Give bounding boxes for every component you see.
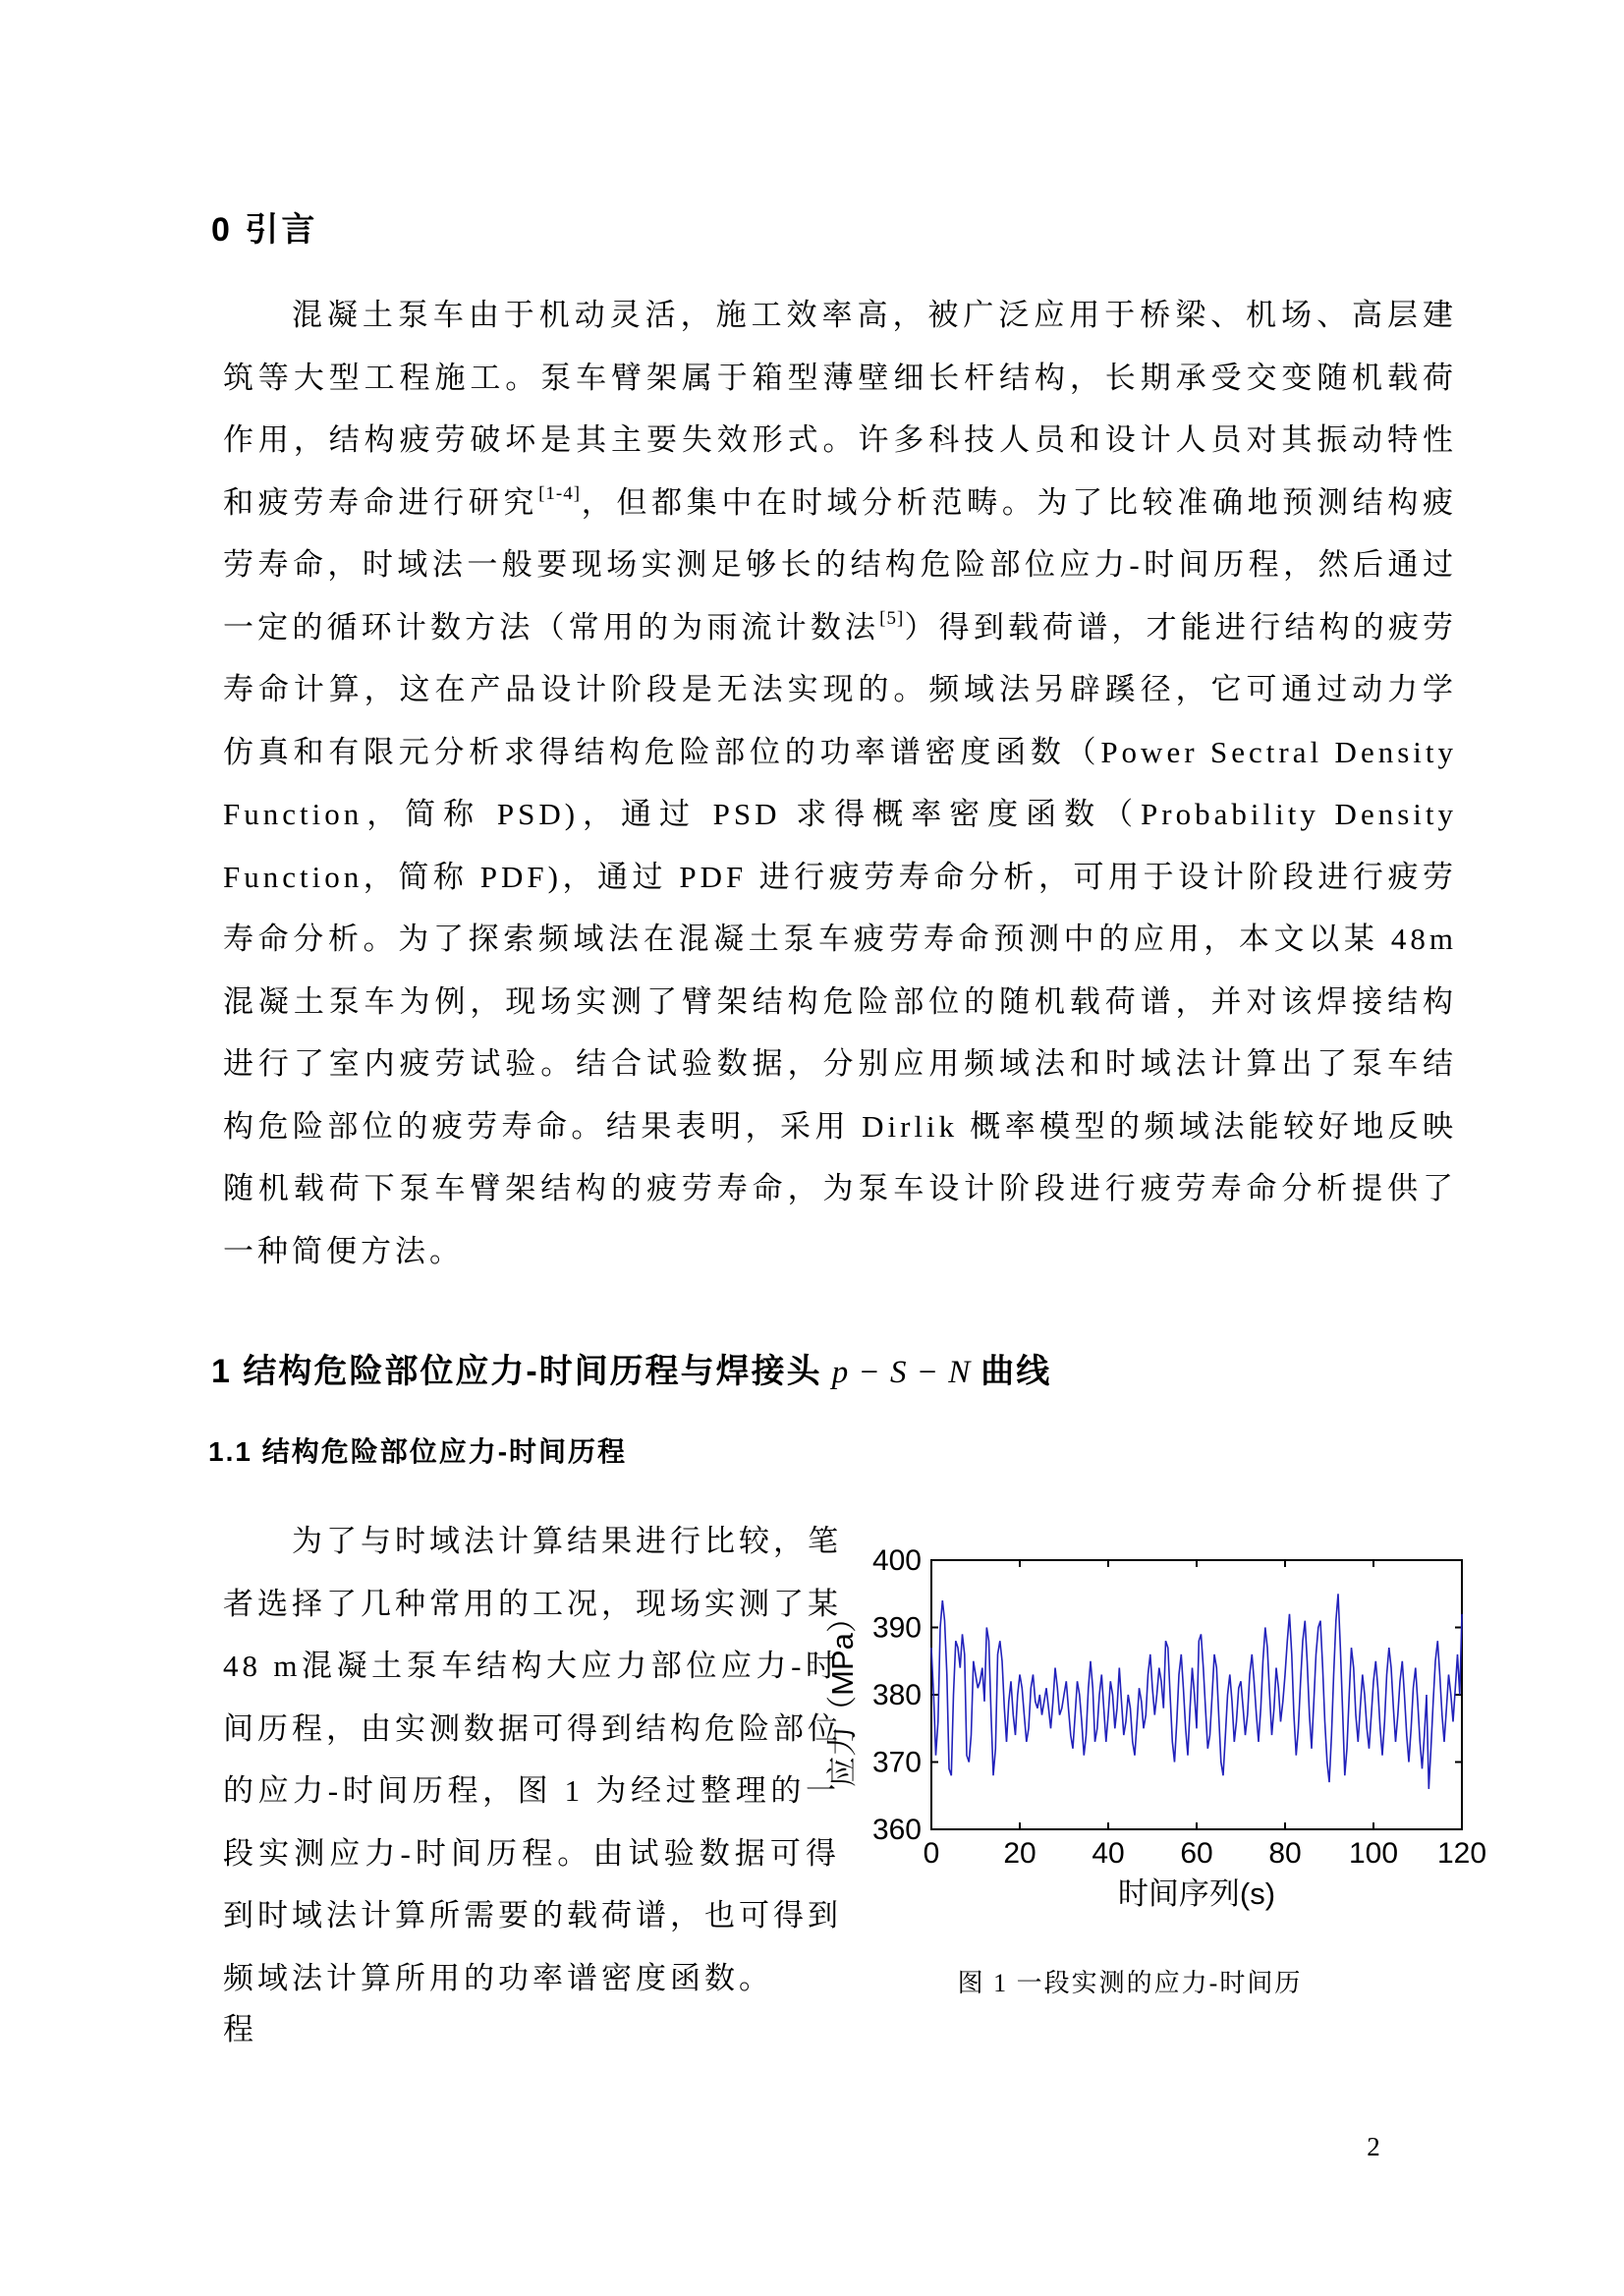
section-1-heading-tail: 曲线 (980, 1353, 1052, 1390)
left-column-line: 为了与时域法计算结果进行比较，笔 (292, 1524, 842, 1558)
left-column-line: 的应力-时间历程，图 1 为经过整理的一 (223, 1773, 840, 1808)
svg-text:390: 390 (871, 1611, 922, 1645)
svg-text:80: 80 (1268, 1837, 1302, 1870)
svg-text:应力（MPa）: 应力（MPa） (825, 1602, 860, 1787)
intro-text-3: ）得到载荷谱，才能进行结构的疲劳寿命计算，这在产品设计阶段是无法实现的。频域法另辟蹊径，它可通过动力学仿真和有限元分析求得结构危险部位的功率谱密度函数（Power Sectral Density Function，简称 PSD)，通过 PSD 求得概率密度函数（Probability Density Function，简称 PDF)，通过 PDF 进行疲劳寿命分析，可用于设计阶段进行疲劳寿命分析。为了探索频域法在混凝土泵车疲劳寿命预测中的应用，本文以某 48m 混凝土泵车为例，现场实测了臂架结构危险部位的随机载荷谱，并对该焊接结构进行了室内疲劳试验。结合试验数据，分别应用频域法和时域法计算出了泵车结构危险部位的疲劳寿命。结果表明，采用 Dirlik 概率模型的频域法能较好地反映随机载荷下泵车臂架结构的疲劳寿命，为泵车设计阶段进行疲劳寿命分析提供了一种简便方法。 (223, 609, 1457, 1268)
section-1-heading-text: 1 结构危险部位应力-时间历程与焊接头 (211, 1353, 822, 1390)
svg-text:60: 60 (1180, 1837, 1213, 1870)
svg-text:360: 360 (871, 1814, 922, 1846)
intro-text-2: ，但都集中在时域分析范畴。为了比较准确地预测结构疲劳寿命，时域法一般要现场实测足够长的结构危险部位应力-时间历程，然后通过一定的循环计数方法（常用的为雨流计数法 (223, 484, 1457, 644)
left-column-line: 者选择了几种常用的工况，现场实测了某 (223, 1586, 842, 1621)
svg-text:370: 370 (871, 1746, 922, 1779)
intro-paragraph (223, 284, 1457, 1282)
citation-5: [5] (879, 607, 905, 629)
svg-text:400: 400 (871, 1544, 922, 1577)
intro-text-1: 混凝土泵车由于机动灵活，施工效率高，被广泛应用于桥梁、机场、高层建筑等大型工程施工。泵车臂架属于箱型薄壁细长杆结构，长期承受交变随机载荷作用，结构疲劳破坏是其主要失效形式。许多科技人员和设计人员对其振动特性和疲劳寿命进行研究 (223, 298, 1457, 520)
page-number: 2 (1367, 2132, 1380, 2161)
section-0-heading: 0 引言 (211, 211, 318, 249)
figure-left-text-column (223, 1510, 840, 2009)
psn-curve-math: p − S − N (831, 1355, 972, 1390)
stress-time-chart (815, 1518, 1503, 1916)
section-1-1-heading: 1.1 结构危险部位应力-时间历程 (208, 1436, 628, 1467)
svg-text:40: 40 (1092, 1837, 1125, 1870)
figure-1-caption-overflow: 程 (223, 2012, 257, 2046)
svg-text:380: 380 (871, 1679, 922, 1711)
left-column-line: 48 m混凝土泵车结构大应力部位应力-时 (223, 1649, 840, 1683)
svg-text:0: 0 (923, 1837, 940, 1870)
svg-text:20: 20 (1003, 1837, 1036, 1870)
section-1-heading (211, 1344, 1051, 1392)
left-column-line: 段实测应力-时间历程。由试验数据可得 (223, 1835, 840, 1871)
svg-text:120: 120 (1436, 1837, 1487, 1870)
svg-text:时间序列(s): 时间序列(s) (1117, 1876, 1276, 1911)
citation-1-4: [1-4] (538, 482, 582, 504)
left-column-line: 频域法计算所用的功率谱密度函数。 (223, 1960, 773, 1995)
svg-text:100: 100 (1348, 1837, 1399, 1870)
left-column-line: 间历程，由实测数据可得到结构危险部位 (223, 1710, 842, 1746)
figure-1-caption: 图 1 一段实测的应力-时间历 (957, 1969, 1303, 1997)
left-column-line: 到时域法计算所需要的载荷谱，也可得到 (223, 1898, 842, 1932)
